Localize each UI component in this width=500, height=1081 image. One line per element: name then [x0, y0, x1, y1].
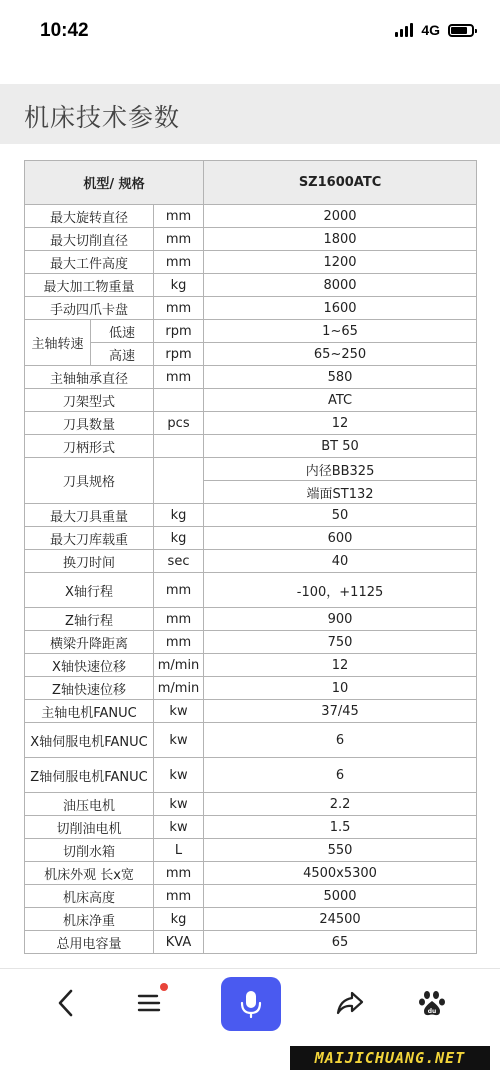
spec-unit: kg: [154, 527, 204, 550]
spec-value: 内径BB325: [204, 458, 477, 481]
spec-unit: kg: [154, 504, 204, 527]
spec-value: 580: [204, 366, 477, 389]
baidu-button[interactable]: [404, 977, 460, 1029]
spec-unit: pcs: [154, 412, 204, 435]
table-row: [25, 608, 477, 631]
watermark-logo: MAIJICHUANG.NET: [290, 1046, 490, 1070]
spec-value: 65: [204, 931, 477, 954]
battery-icon: [448, 24, 474, 37]
spec-unit: kw: [154, 793, 204, 816]
status-icons: [395, 22, 474, 38]
spec-name: 最大工件高度: [25, 251, 154, 274]
spec-value: 5000: [204, 885, 477, 908]
spec-name: 最大刀库载重: [25, 527, 154, 550]
table-row: [25, 573, 477, 608]
microphone-icon: [240, 989, 262, 1019]
spec-value: 端面ST132: [204, 481, 477, 504]
table-row: [25, 654, 477, 677]
header-spec-label: 机型/ 规格: [25, 161, 204, 205]
menu-button[interactable]: [122, 977, 178, 1029]
spec-name: 机床净重: [25, 908, 154, 931]
spec-name: 刀架型式: [25, 389, 154, 412]
spec-name: 机床高度: [25, 885, 154, 908]
spec-unit: kg: [154, 908, 204, 931]
spec-value: 65~250: [204, 343, 477, 366]
table-row: [25, 274, 477, 297]
spec-name: 手动四爪卡盘: [25, 297, 154, 320]
spec-value: 2.2: [204, 793, 477, 816]
spec-name: 油压电机: [25, 793, 154, 816]
spec-name: X轴快速位移: [25, 654, 154, 677]
spec-value: 1800: [204, 228, 477, 251]
spec-unit: kg: [154, 274, 204, 297]
spec-unit: mm: [154, 573, 204, 608]
spec-value: 37/45: [204, 700, 477, 723]
spec-value: 24500: [204, 908, 477, 931]
spec-unit: KVA: [154, 931, 204, 954]
section-heading: [0, 84, 500, 144]
spec-unit: kw: [154, 723, 204, 758]
table-row: [25, 793, 477, 816]
share-button[interactable]: [322, 977, 378, 1029]
table-row: [25, 931, 477, 954]
spec-name: 总用电容量: [25, 931, 154, 954]
spec-name: 切削水箱: [25, 839, 154, 862]
spec-value: 550: [204, 839, 477, 862]
spec-unit: kw: [154, 758, 204, 793]
notification-dot: [160, 983, 168, 991]
spec-name: 刀柄形式: [25, 435, 154, 458]
table-row: [25, 458, 477, 481]
spec-value: 6: [204, 723, 477, 758]
table-row: [25, 297, 477, 320]
spec-unit: mm: [154, 366, 204, 389]
spec-value: 10: [204, 677, 477, 700]
spec-name: 最大刀具重量: [25, 504, 154, 527]
table-row: [25, 816, 477, 839]
spec-name: X轴伺服电机FANUC: [25, 723, 154, 758]
network-type: 4G: [421, 22, 440, 38]
spec-value: BT 50: [204, 435, 477, 458]
spec-value: 1200: [204, 251, 477, 274]
spec-value: 1.5: [204, 816, 477, 839]
table-row: [25, 228, 477, 251]
spec-unit: mm: [154, 885, 204, 908]
bottom-nav: [0, 969, 500, 1035]
spec-value: 12: [204, 654, 477, 677]
spec-unit: [154, 435, 204, 458]
spec-value: 40: [204, 550, 477, 573]
svg-text:du: du: [427, 1008, 437, 1015]
baidu-paw-icon: [418, 989, 446, 1017]
table-row: [25, 251, 477, 274]
page-title: 机床技术参数: [24, 103, 181, 132]
table-row: [25, 631, 477, 654]
spec-value: 600: [204, 527, 477, 550]
spec-unit: mm: [154, 297, 204, 320]
signal-icon: [395, 23, 413, 37]
table-row: [25, 343, 477, 366]
spec-name: Z轴行程: [25, 608, 154, 631]
spec-name: 主轴轴承直径: [25, 366, 154, 389]
spec-unit: mm: [154, 631, 204, 654]
spec-subname: 低速: [91, 320, 154, 343]
spec-unit: kw: [154, 700, 204, 723]
spec-name: Z轴快速位移: [25, 677, 154, 700]
status-bar: [0, 0, 500, 64]
spec-unit: mm: [154, 862, 204, 885]
page-top-gap: [0, 64, 500, 84]
header-model: SZ1600ATC: [204, 161, 477, 205]
spec-value: ATC: [204, 389, 477, 412]
spec-value: 8000: [204, 274, 477, 297]
spec-unit: sec: [154, 550, 204, 573]
spec-unit: mm: [154, 205, 204, 228]
voice-search-button[interactable]: [221, 977, 281, 1031]
spec-name: 换刀时间: [25, 550, 154, 573]
spec-unit: mm: [154, 228, 204, 251]
spec-value: 1~65: [204, 320, 477, 343]
table-row: [25, 839, 477, 862]
spec-value: 750: [204, 631, 477, 654]
spec-name: 机床外观 长x宽: [25, 862, 154, 885]
spec-name: 最大旋转直径: [25, 205, 154, 228]
table-header-row: [25, 161, 477, 205]
table-row: [25, 205, 477, 228]
share-icon: [335, 990, 365, 1016]
spec-name: 刀具规格: [25, 458, 154, 504]
spec-unit: [154, 458, 204, 504]
back-button[interactable]: [38, 977, 94, 1029]
spec-value: 1600: [204, 297, 477, 320]
table-row: [25, 527, 477, 550]
spec-name: 切削油电机: [25, 816, 154, 839]
table-row: [25, 723, 477, 758]
table-row: [25, 885, 477, 908]
spec-unit: rpm: [154, 343, 204, 366]
spec-value: 4500x5300: [204, 862, 477, 885]
spec-name: 最大切削直径: [25, 228, 154, 251]
table-row: [25, 758, 477, 793]
spec-name: 横梁升降距离: [25, 631, 154, 654]
table-row: [25, 412, 477, 435]
spec-value: 12: [204, 412, 477, 435]
spec-unit: rpm: [154, 320, 204, 343]
spec-table: [24, 160, 477, 954]
spec-name: 主轴转速: [25, 320, 91, 366]
spec-value: 2000: [204, 205, 477, 228]
spec-name: 主轴电机FANUC: [25, 700, 154, 723]
back-icon: [55, 988, 77, 1018]
spec-unit: L: [154, 839, 204, 862]
spec-value: 6: [204, 758, 477, 793]
spec-unit: mm: [154, 608, 204, 631]
spec-unit: m/min: [154, 654, 204, 677]
table-row: [25, 320, 477, 343]
status-time: 10:42: [40, 20, 89, 41]
menu-icon: [137, 991, 163, 1015]
table-row: [25, 862, 477, 885]
spec-unit: [154, 389, 204, 412]
spec-value: -100，+1125: [204, 573, 477, 608]
table-row: [25, 504, 477, 527]
spec-name: Z轴伺服电机FANUC: [25, 758, 154, 793]
spec-unit: mm: [154, 251, 204, 274]
spec-name: 最大加工物重量: [25, 274, 154, 297]
table-row: [25, 908, 477, 931]
table-row: [25, 435, 477, 458]
table-row: [25, 550, 477, 573]
spec-value: 900: [204, 608, 477, 631]
table-row: [25, 677, 477, 700]
table-row: [25, 700, 477, 723]
spec-subname: 高速: [91, 343, 154, 366]
spec-name: 刀具数量: [25, 412, 154, 435]
table-row: [25, 366, 477, 389]
spec-unit: kw: [154, 816, 204, 839]
spec-unit: m/min: [154, 677, 204, 700]
table-row: [25, 389, 477, 412]
spec-name: X轴行程: [25, 573, 154, 608]
spec-value: 50: [204, 504, 477, 527]
